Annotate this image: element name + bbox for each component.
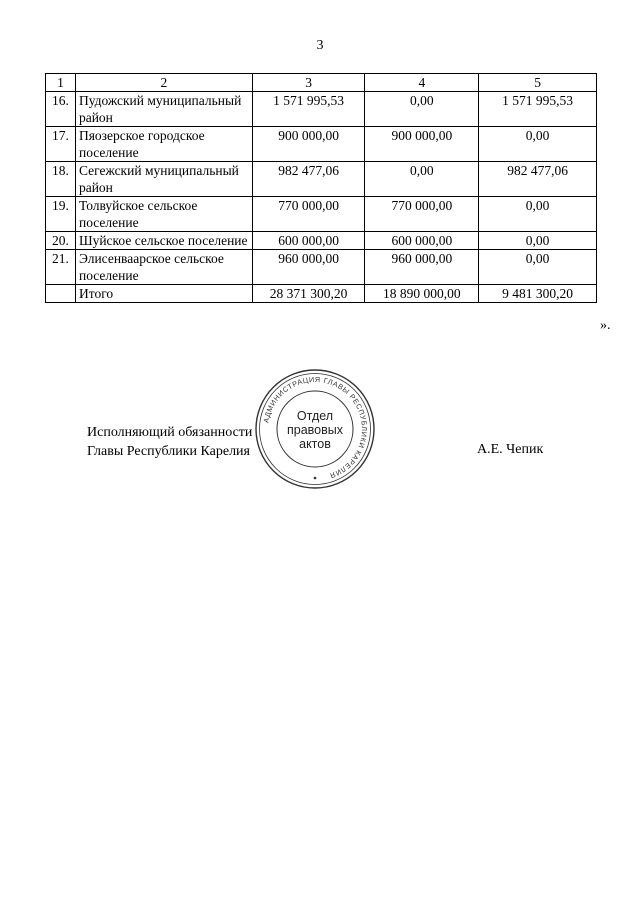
table-row (46, 232, 597, 250)
column-header: 3 (252, 74, 365, 92)
signature-title (87, 423, 252, 461)
row-number: 16. (46, 92, 76, 127)
row-value-col4: 960 000,00 (365, 250, 479, 285)
stamp-ring-text: АДМИНИСТРАЦИЯ ГЛАВЫ РЕСПУБЛИКИ КАРЕЛИЯ (261, 374, 370, 481)
row-value-col4: 900 000,00 (365, 127, 479, 162)
row-value-col5: 0,00 (479, 197, 597, 232)
page-number: 3 (316, 38, 324, 53)
closing-quote: ». (600, 318, 611, 333)
row-number: 20. (46, 232, 76, 250)
official-stamp (254, 368, 376, 490)
column-header: 5 (479, 74, 597, 92)
row-value-col3: 900 000,00 (252, 127, 365, 162)
row-value-col3: 600 000,00 (252, 232, 365, 250)
row-name: Пудожский муниципальный район (75, 92, 252, 127)
row-name: Пяозерское городское поселение (75, 127, 252, 162)
stamp-dot-icon (314, 477, 317, 480)
signature-line-2: Главы Республики Карелия (87, 444, 250, 459)
row-value-col5: 0,00 (479, 250, 597, 285)
stamp-line-1: Отдел (296, 409, 334, 423)
row-value-col4: 600 000,00 (365, 232, 479, 250)
stamp-line-3: актов (299, 437, 331, 451)
row-value-col4: 18 890 000,00 (365, 285, 479, 303)
funding-table (45, 73, 597, 303)
row-name: Элисенваарское сельское поселение (75, 250, 252, 285)
row-number: 17. (46, 127, 76, 162)
row-value-col4: 0,00 (365, 92, 479, 127)
row-name: Шуйское сельское поселение (75, 232, 252, 250)
row-value-col5: 9 481 300,20 (479, 285, 597, 303)
row-value-col3: 28 371 300,20 (252, 285, 365, 303)
row-number (46, 285, 76, 303)
row-name: Толвуйское сельское поселение (75, 197, 252, 232)
table-row (46, 285, 597, 303)
table-row (46, 162, 597, 197)
row-name: Сегежский муниципальный район (75, 162, 252, 197)
row-value-col3: 960 000,00 (252, 250, 365, 285)
table-header-row (46, 74, 597, 92)
row-value-col3: 770 000,00 (252, 197, 365, 232)
column-header: 2 (75, 74, 252, 92)
column-header: 4 (365, 74, 479, 92)
row-number: 19. (46, 197, 76, 232)
stamp-line-2: правовых (287, 423, 343, 437)
row-name: Итого (75, 285, 252, 303)
row-value-col5: 0,00 (479, 232, 597, 250)
row-value-col3: 982 477,06 (252, 162, 365, 197)
row-number: 21. (46, 250, 76, 285)
table-row (46, 127, 597, 162)
signature-line-1: Исполняющий обязанности (87, 425, 253, 440)
column-header: 1 (46, 74, 76, 92)
table-row (46, 92, 597, 127)
table-row (46, 197, 597, 232)
row-number: 18. (46, 162, 76, 197)
row-value-col5: 1 571 995,53 (479, 92, 597, 127)
signer-name: А.Е. Чепик (477, 442, 544, 457)
row-value-col4: 0,00 (365, 162, 479, 197)
row-value-col3: 1 571 995,53 (252, 92, 365, 127)
row-value-col4: 770 000,00 (365, 197, 479, 232)
row-value-col5: 0,00 (479, 127, 597, 162)
table-row (46, 250, 597, 285)
row-value-col5: 982 477,06 (479, 162, 597, 197)
